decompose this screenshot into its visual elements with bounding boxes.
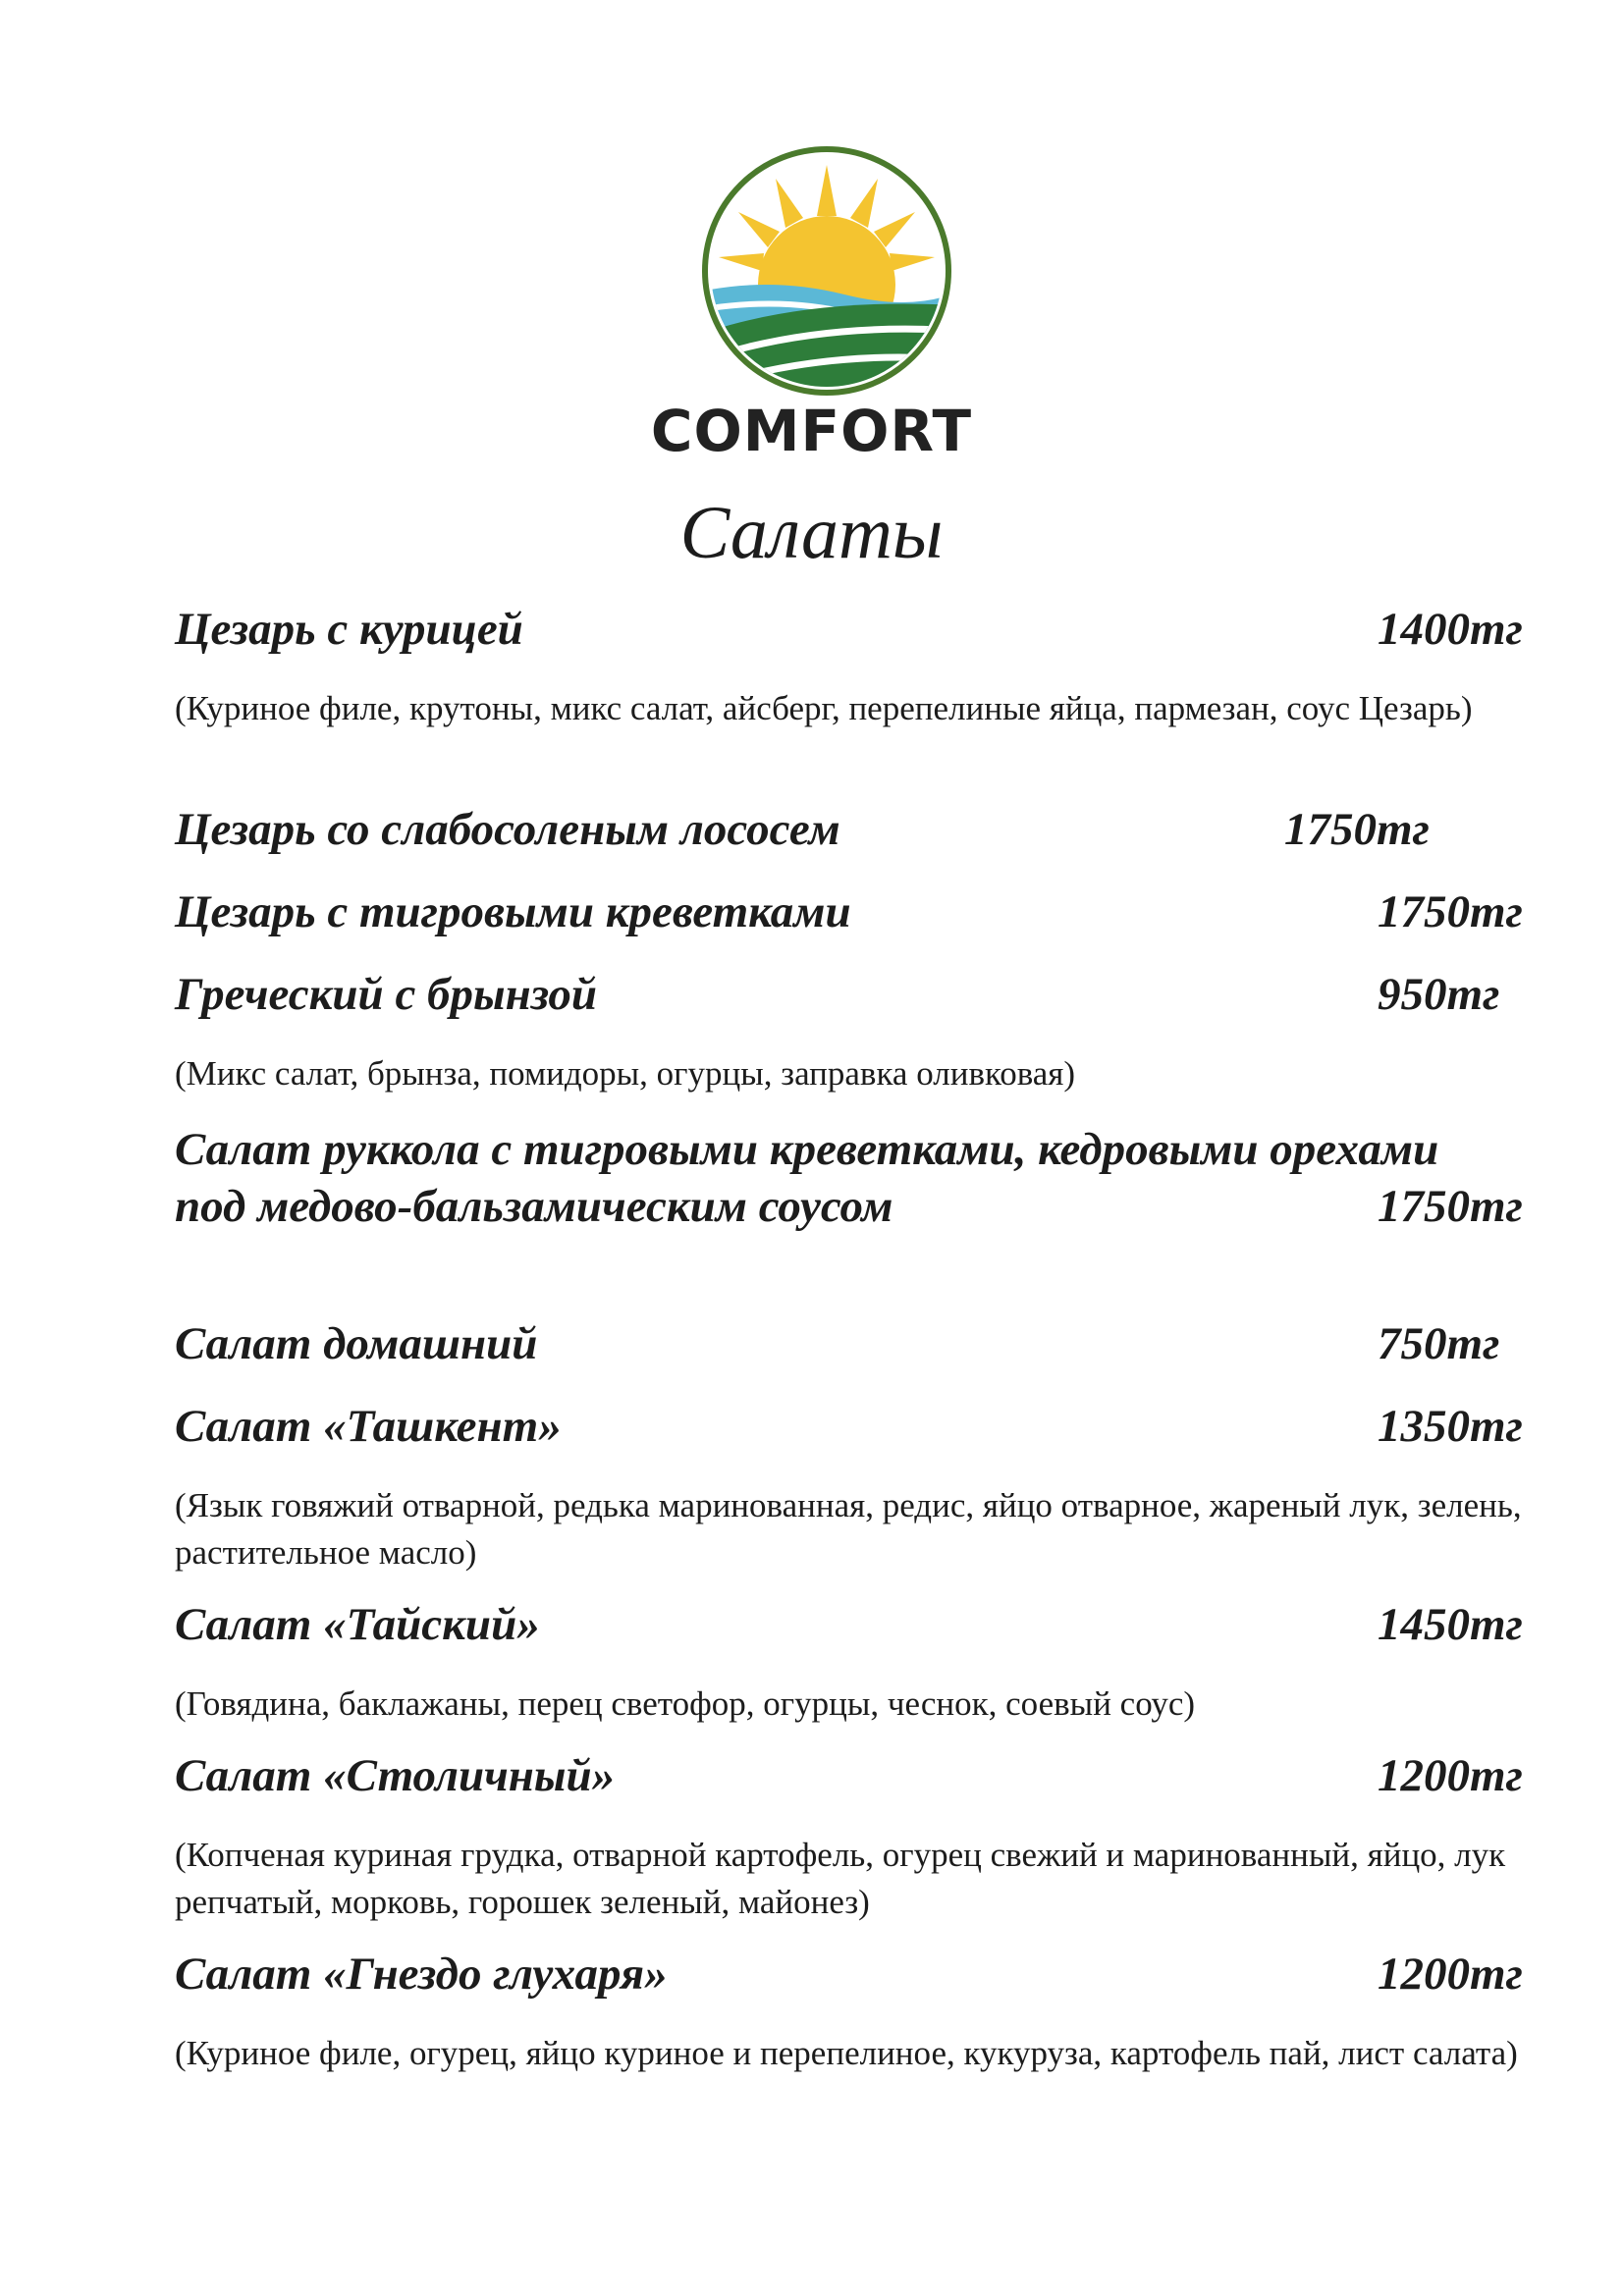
- dish-price: 1200тг: [1378, 1949, 1523, 2000]
- dish-description: (Микс салат, брынза, помидоры, огурцы, заправка оливковая): [175, 1054, 1076, 1093]
- dish-name-line-1: Салат руккола с тигровыми креветками, кедровыми орехами: [175, 1124, 1439, 1175]
- sun-field-logo-icon: [0, 0, 1623, 412]
- dish-price: 1750тг: [1378, 1181, 1523, 1232]
- dish-description: (Язык говяжий отварной, редька маринованная, редис, яйцо отварное, жареный лук, зелень, растительное масло): [175, 1486, 1522, 1572]
- dish-description: (Куриное филе, огурец, яйцо куриное и перепелиное, кукуруза, картофель пай, лист салата): [175, 2034, 1518, 2072]
- dish-price: 750тг: [1378, 1318, 1500, 1369]
- dish-name: Греческий с брынзой: [175, 969, 598, 1020]
- dish-description: (Говядина, баклажаны, перец светофор, огурцы, чеснок, соевый соус): [175, 1684, 1196, 1723]
- dish-name: Салат «Столичный»: [175, 1750, 616, 1801]
- dish-name: Салат домашний: [175, 1318, 538, 1369]
- dish-name: Цезарь с курицей: [175, 604, 523, 655]
- comfort-logo: [0, 0, 1623, 491]
- dish-description: (Куриное филе, крутоны, микс салат, айсберг, перепелиные яйца, пармезан, соус Цезарь): [175, 689, 1473, 727]
- section-title: Салаты: [679, 492, 944, 574]
- dish-price: 1750тг: [1284, 804, 1430, 855]
- dish-name: Салат «Тайский»: [175, 1599, 540, 1650]
- dish-price: 1400тг: [1378, 604, 1523, 655]
- dish-name-line-2: под медово-бальзамическим соусом: [175, 1181, 893, 1232]
- dish-price: 1200тг: [1378, 1750, 1523, 1801]
- dish-description: (Копченая куриная грудка, отварной картофель, огурец свежий и маринованный, яйцо, лук репчатый, морковь, горошек зеленый, майонез): [175, 1836, 1506, 1921]
- dish-name: Цезарь со слабосоленым лососем: [175, 804, 840, 855]
- dish-price: 950тг: [1378, 969, 1500, 1020]
- dish-price: 1450тг: [1378, 1599, 1523, 1650]
- dish-name: Цезарь с тигровыми креветками: [175, 886, 851, 937]
- dish-price: 1350тг: [1378, 1401, 1523, 1452]
- dish-name: Салат «Гнездо глухаря»: [175, 1949, 668, 2000]
- dish-price: 1750тг: [1378, 886, 1523, 937]
- brand-name: COMFORT: [650, 398, 973, 464]
- dish-name: Салат «Ташкент»: [175, 1401, 562, 1452]
